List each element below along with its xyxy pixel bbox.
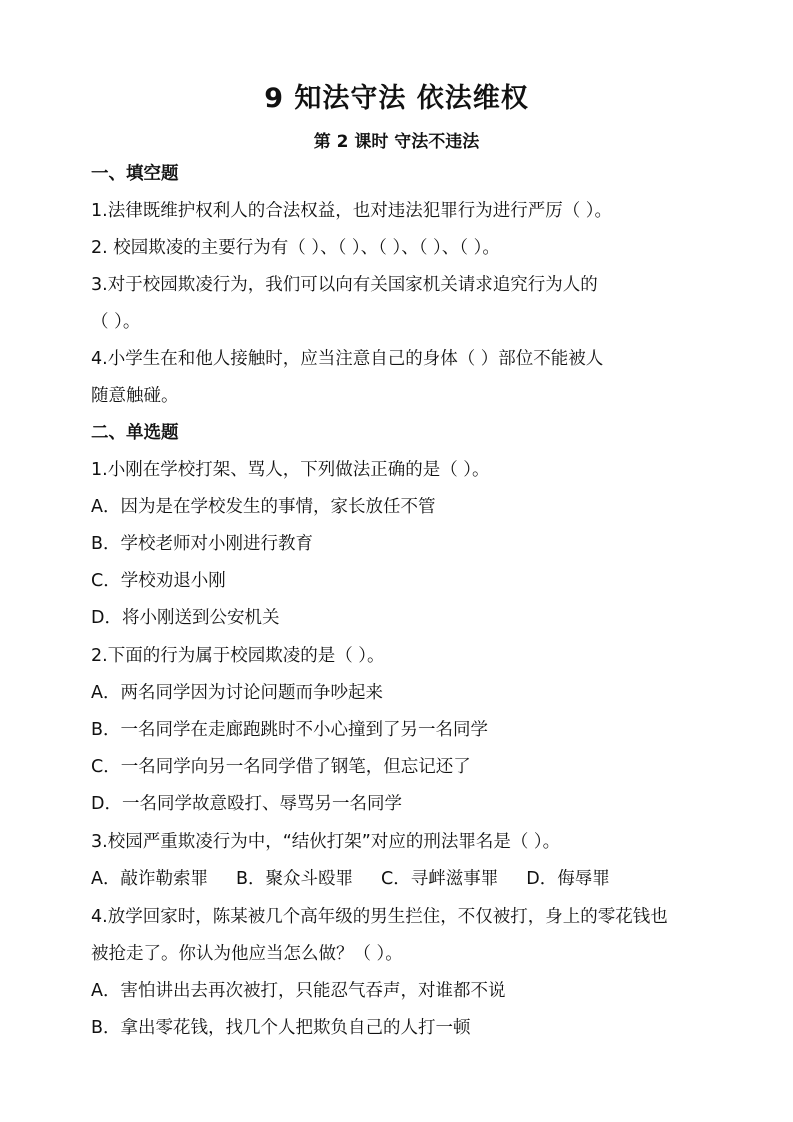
section-heading-fill-in: 一、填空题: [91, 164, 179, 184]
choice-question-3-options: [91, 867, 711, 891]
choice-question-2-stem: 2.下面的行为属于校园欺凌的是（ ）。: [91, 646, 385, 666]
fill-question-4-line-2: 随意触碰。: [91, 386, 179, 406]
choice-question-4-option-b: B．拿出零花钱，找几个人把欺负自己的人打一顿: [91, 1018, 471, 1038]
choice-question-4-stem-line-1: 4.放学回家时，陈某被几个高年级的男生拦住，不仅被打，身上的零花钱也: [91, 907, 668, 927]
fill-question-2: 2. 校园欺凌的主要行为有（ ）、（ ）、（ ）、（ ）、（ ）。: [91, 238, 500, 258]
choice-question-1-option-c: C．学校劝退小刚: [91, 571, 226, 591]
choice-question-2-option-d: D．一名同学故意殴打、辱骂另一名同学: [91, 794, 402, 814]
page-subtitle: 第 2 课时 守法不违法: [313, 132, 480, 152]
choice-question-3-stem: 3.校园严重欺凌行为中，“结伙打架”对应的刑法罪名是（ ）。: [91, 832, 561, 852]
section-heading-single-choice: 二、单选题: [91, 423, 179, 443]
choice-question-2-option-b: B．一名同学在走廊跑跳时不小心撞到了另一名同学: [91, 720, 489, 740]
choice-question-2-option-c: C．一名同学向另一名同学借了钢笔，但忘记还了: [91, 757, 471, 777]
choice-question-3-option-a: A．敲诈勒索罪: [91, 869, 208, 889]
fill-question-3-line-1: 3.对于校园欺凌行为，我们可以向有关国家机关请求追究行为人的: [91, 275, 598, 295]
choice-question-1-stem: 1.小刚在学校打架、骂人，下列做法正确的是（ ）。: [91, 460, 490, 480]
choice-question-1-option-d: D．将小刚送到公安机关: [91, 608, 280, 628]
choice-question-2-option-a: A．两名同学因为讨论问题而争吵起来: [91, 683, 383, 703]
fill-question-4-line-1: 4.小学生在和他人接触时，应当注意自己的身体（ ）部位不能被人: [91, 349, 604, 369]
choice-question-4-stem-line-2: 被抢走了。你认为他应当怎么做？（ ）。: [91, 944, 403, 964]
choice-question-3-option-c: C．寻衅滋事罪: [381, 869, 499, 889]
choice-question-3-option-d: D．侮辱罪: [526, 869, 610, 889]
page-title: 9 知法守法 依法维权: [264, 83, 529, 114]
choice-question-3-option-b: B．聚众斗殴罪: [235, 869, 353, 889]
choice-question-1-option-b: B．学校老师对小刚进行教育: [91, 534, 314, 554]
fill-question-3-line-2: （ ）。: [91, 312, 141, 332]
choice-question-1-option-a: A．因为是在学校发生的事情，家长放任不管: [91, 497, 436, 517]
choice-question-4-option-a: A．害怕讲出去再次被打，只能忍气吞声，对谁都不说: [91, 981, 506, 1001]
fill-question-1: 1.法律既维护权利人的合法权益，也对违法犯罪行为进行严厉（ ）。: [91, 201, 613, 221]
